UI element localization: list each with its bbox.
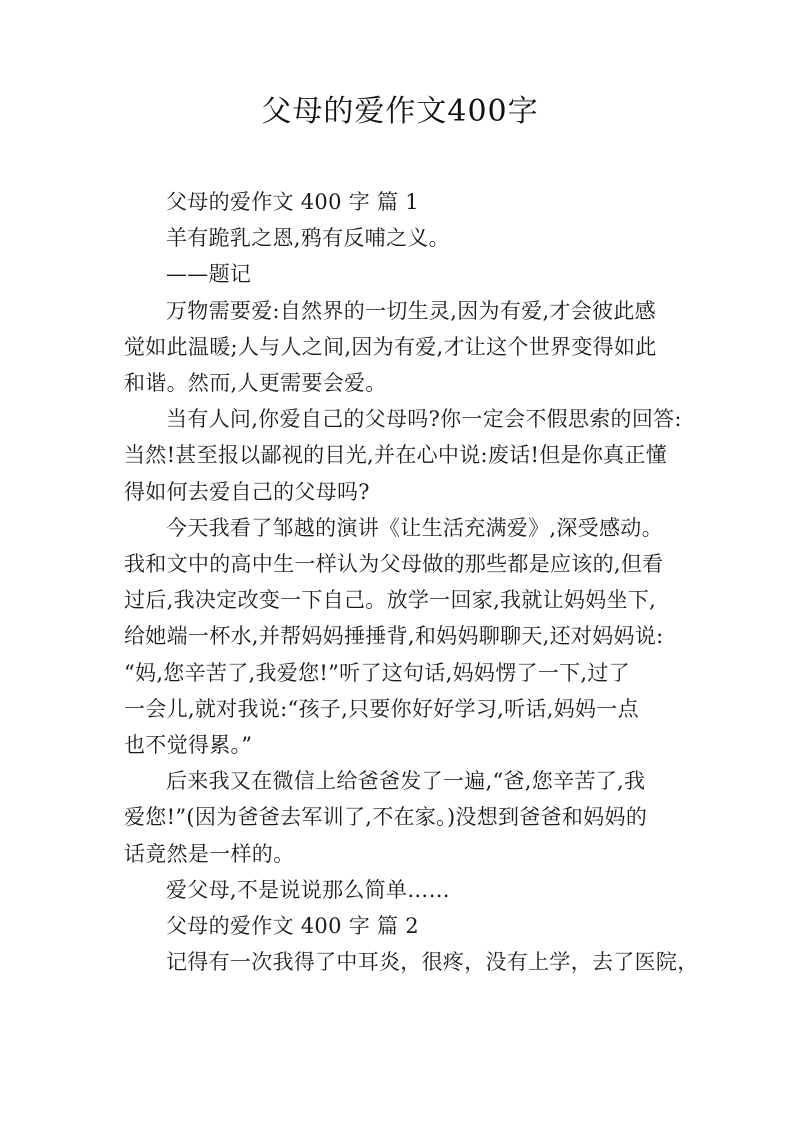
text-line: 话竟然是一样的。: [124, 841, 295, 866]
text-line: 也不觉得累。”: [124, 733, 253, 758]
text-line: 给她端一杯水,并帮妈妈捶捶背,和妈妈聊聊天,还对妈妈说:: [124, 624, 664, 649]
text-line: 一会儿,就对我说:“孩子,只要你好好学习,听话,妈妈一点: [124, 696, 639, 721]
text-line: 当有人问,你爱自己的父母吗?你一定会不假思索的回答:: [166, 407, 682, 432]
text-line: “妈,您辛苦了,我爱您!”听了这句话,妈妈愣了一下,过了: [124, 660, 631, 685]
text-line: 我和文中的高中生一样认为父母做的那些都是应该的,但看: [124, 552, 664, 577]
text-line: 和谐。然而,人更需要会爱。: [124, 371, 387, 396]
text-line: 父母的爱作文 400 字 篇 2: [166, 914, 419, 939]
text-line: 记得有一次我得了中耳炎，很疼，没有上学，去了医院，: [166, 950, 699, 975]
document-title: 父母的爱作文400字: [261, 94, 539, 129]
text-line: 爱父母,不是说说那么简单……: [166, 877, 450, 902]
text-line: 今天我看了邹越的演讲《让生活充满爱》,深受感动。: [166, 515, 663, 540]
text-line: 当然!甚至报以鄙视的目光,并在心中说:废话!但是你真正懂: [124, 443, 668, 468]
text-line: 觉如此温暖;人与人之间,因为有爱,才让这个世界变得如此: [124, 334, 657, 359]
text-line: 爱您!”(因为爸爸去军训了,不在家。)没想到爸爸和妈妈的: [124, 805, 648, 830]
text-line: 后来我又在微信上给爸爸发了一遍,“爸,您辛苦了,我: [166, 769, 646, 794]
text-line: 得如何去爱自己的父母吗?: [124, 479, 370, 504]
text-line: ——题记: [166, 262, 252, 287]
text-line: 父母的爱作文 400 字 篇 1: [166, 190, 419, 214]
text-line: 万物需要爱:自然界的一切生灵,因为有爱,才会彼此感: [166, 298, 656, 323]
text-line: 羊有跪乳之恩,鸦有反哺之义。: [166, 226, 450, 251]
document-body: [124, 184, 699, 980]
text-line: 过后,我决定改变一下自己。放学一回家,我就让妈妈坐下,: [124, 588, 657, 613]
